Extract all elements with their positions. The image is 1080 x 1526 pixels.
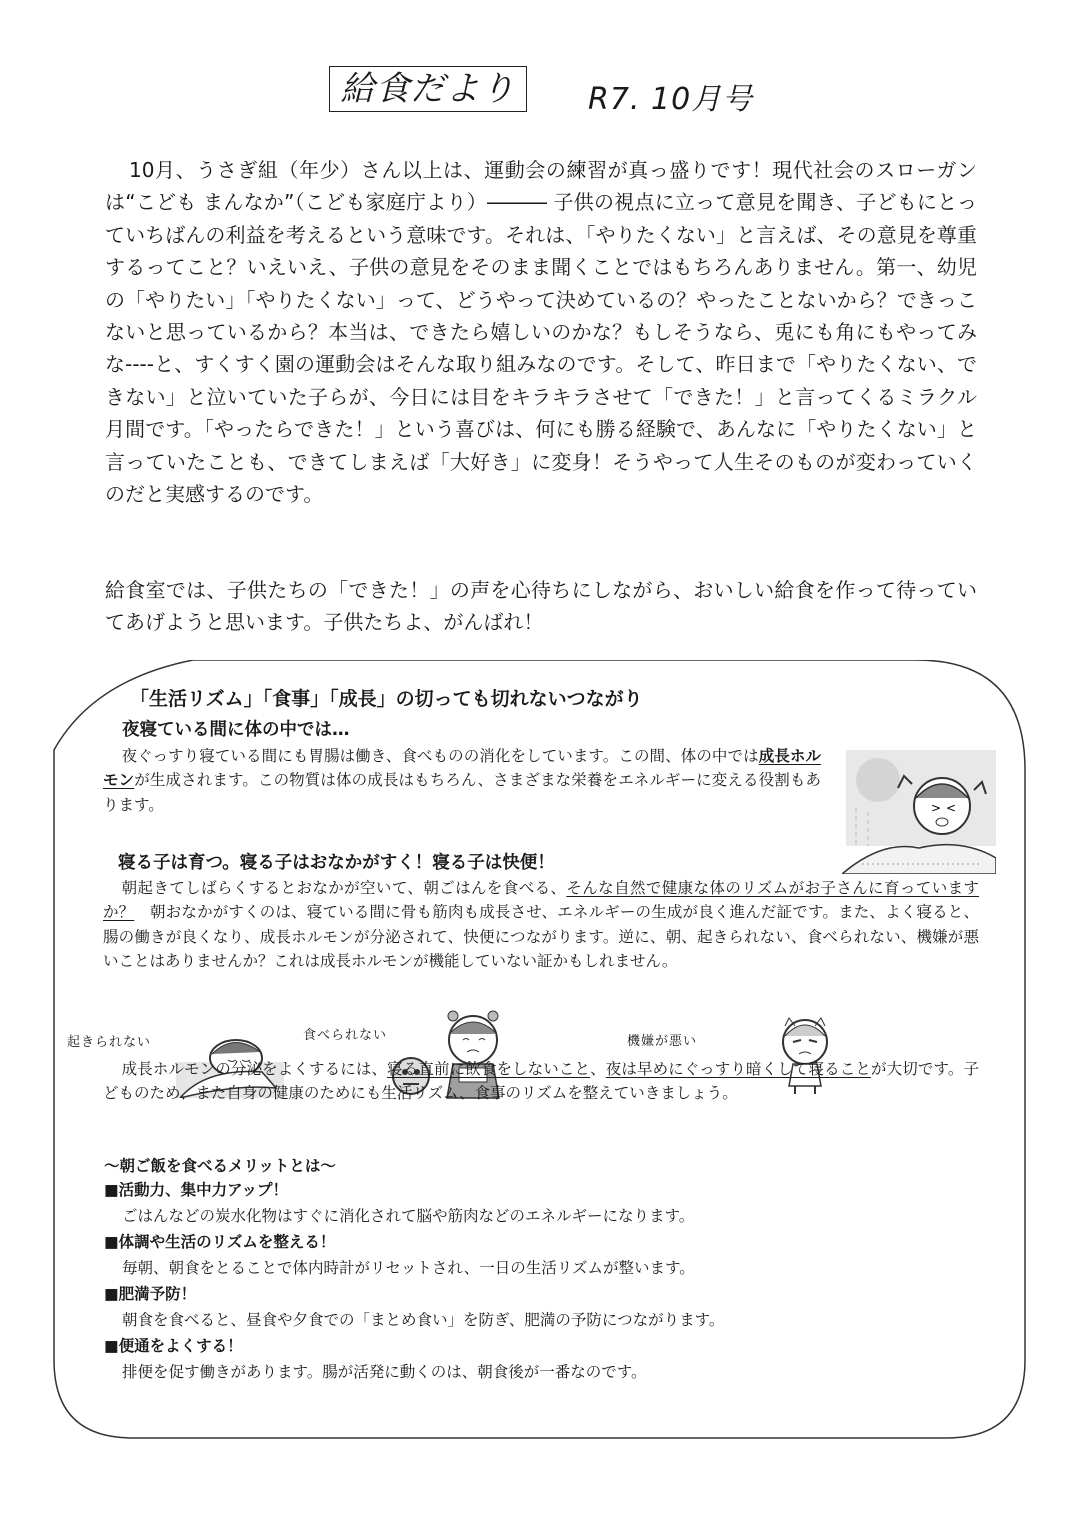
merit-title: ■活動力、集中力アップ！ bbox=[104, 1181, 289, 1199]
newsletter-title: 給食だより bbox=[329, 66, 527, 112]
no-eating-before-bed: 寝る直前に飲食をしないこと bbox=[387, 1060, 591, 1078]
sleep-early-in-dark: 夜は早めにぐっすり暗くして寝ること bbox=[605, 1060, 871, 1078]
label-cannot-eat: 食べられない bbox=[303, 1028, 388, 1043]
sleep-text bbox=[103, 876, 979, 973]
growth-hormone-emphasis: 成長ホルモン bbox=[103, 747, 821, 790]
merit-title: ■便通をよくする！ bbox=[104, 1337, 243, 1355]
night-text bbox=[103, 744, 821, 817]
merit-description: ごはんなどの炭水化物はすぐに消化されて脳や筋肉などのエネルギーになります。 bbox=[122, 1207, 695, 1225]
svg-text:>: > bbox=[931, 801, 942, 815]
night-text-start: 夜ぐっすり寝ている間にも胃腸は働き、食べものの消化をしています。この間、体の中では bbox=[121, 747, 759, 765]
label-cannot-wake: 起きられない bbox=[67, 1035, 152, 1050]
breakfast-merits-heading: ～朝ご飯を食べるメリットとは～ bbox=[104, 1157, 336, 1175]
svg-text:<: < bbox=[946, 801, 957, 815]
merit-title: ■肥満予防！ bbox=[104, 1285, 197, 1303]
night-text-end: が生成されます。この物質は体の成長はもちろん、さまざまな栄養をエネルギーに変える役割もあります。 bbox=[103, 771, 821, 814]
night-heading: 夜寝ている間に体の中では… bbox=[122, 720, 350, 740]
merit-description: 毎朝、朝食をとることで体内時計がリセットされ、一日の生活リズムが整います。 bbox=[122, 1259, 695, 1277]
growth-hormone-text bbox=[103, 1057, 979, 1106]
section-heading: 「生活リズム」「食事」「成長」の切っても切れないつながり bbox=[130, 688, 643, 710]
intro-closing-paragraph: 給食室では、子供たちの「できた！」の声を心待ちにしながら、おいしい給食を作って待っていてあげようと思います。子供たちよ、がんばれ！ bbox=[105, 578, 977, 635]
merit-description: 朝食を食べると、昼食や夕食での「まとめ食い」を防ぎ、肥満の予防につながります。 bbox=[122, 1311, 725, 1329]
sleep-heading: 寝る子は育つ。寝る子はおなかがすく！寝る子は快便！ bbox=[118, 853, 555, 873]
issue-label: R7. 10月号 bbox=[588, 82, 754, 117]
growth-text-end: が大切です。子どものため、また自身の健康のためにも生活リズム、食事のリズムを整えていきましょう。 bbox=[103, 1060, 979, 1103]
sleep-text-start: 朝起きてしばらくするとおなかが空いて、朝ごはんを食べる、 bbox=[121, 879, 567, 897]
sleep-rhythm-question: そんな自然で健康な体のリズムがお子さんに育っていますか？ bbox=[103, 879, 979, 922]
waking-child-illustration bbox=[842, 748, 996, 874]
merit-description: 排便を促す働きがあります。腸が活発に動くのは、朝食後が一番なのです。 bbox=[122, 1363, 647, 1381]
merit-title: ■体調や生活のリズムを整える！ bbox=[104, 1233, 336, 1251]
intro-paragraph: 10月、うさぎ組（年少）さん以上は、運動会の練習が真っ盛りです！現代社会のスローガンは“こども まんなか”（こども家庭庁より）――― 子供の視点に立って意見を聞き、子どもにとっていちばんの利益を考えるという意味です。それは、「やりたくない」と言えば、その意見を尊重するってこと？いえいえ、子供の意見をそのまま聞くことではもちろんありません。第一、幼児の「やりたい」「やりたくない」って、どうやって決めているの？やったことないから？できっこないと思っているから？本当は、できたら嬉しいのかな？もしそうなら、兎にも角にもやってみな----と、すくすく園の運動会はそんな取り組みなのです。そして、昨日まで「やりたくない、できない」と泣いていた子らが、今日には目をキラキラさせて「できた！」と言ってくるミラクル月間です。「やったらできた！」という喜びは、何にも勝る経験で、あんなに「やりたくない」と言っていたことも、できてしまえば「大好き」に変身！そうやって人生そのものが変わっていくのだと実感するのです。 bbox=[105, 158, 977, 507]
label-bad-mood: 機嫌が悪い bbox=[627, 1034, 698, 1049]
growth-text-start: 成長ホルモンの分泌をよくするには、 bbox=[121, 1060, 388, 1078]
growth-text-separator: 、 bbox=[590, 1060, 606, 1078]
sleep-text-end: 朝おなかがすくのは、寝ている間に骨も筋肉も成長させ、エネルギーの生成が良く進んだ証です。また、よく寝ると、腸の働きが良くなり、成長ホルモンが分泌されて、快便につながります。逆に、朝、起きられない、食べられない、機嫌が悪いことはありませんか？これは成長ホルモンが機能していない証かもしれません。 bbox=[103, 903, 979, 970]
